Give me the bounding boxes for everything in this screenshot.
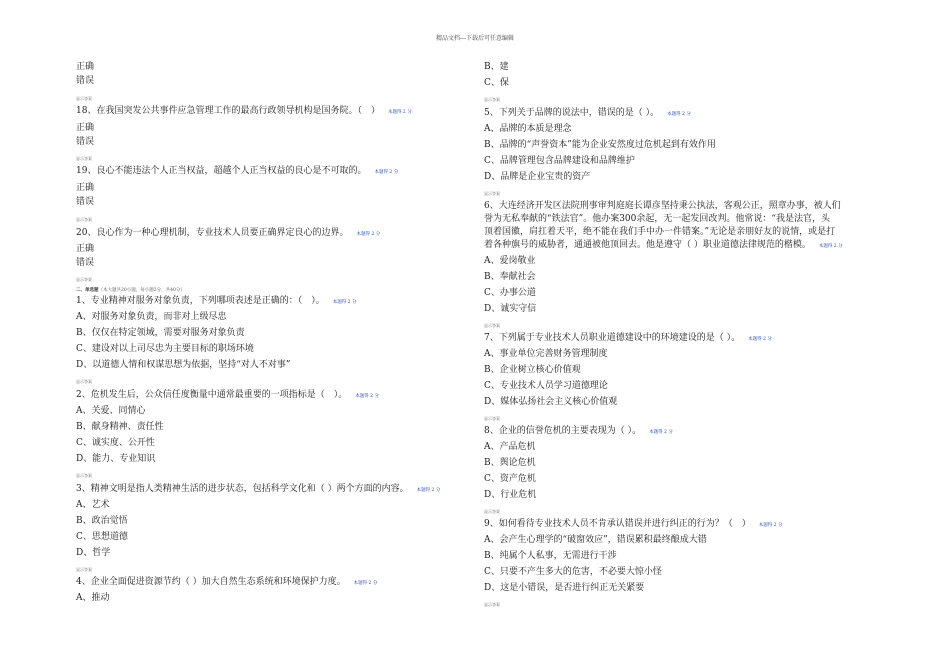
answer-option[interactable]	[76, 406, 146, 417]
answer-option[interactable]	[76, 197, 94, 208]
section-title: 二、单选题	[76, 288, 99, 293]
option-label: B、奉献社会	[484, 272, 536, 282]
option-label: 错误	[76, 197, 95, 207]
question-label: 4、企业全面促进资源节约（ ）加大自然生态系统和环境保护力度。	[76, 577, 346, 587]
answer-option[interactable]	[76, 500, 110, 511]
show-answer-link[interactable]: 显示答案	[76, 379, 92, 384]
answer-option[interactable]	[76, 548, 110, 559]
show-answer-link[interactable]: 显示答案	[76, 567, 92, 572]
answer-option[interactable]	[484, 272, 536, 283]
option-label: C、诚实度、公开性	[76, 438, 155, 448]
option-label: A、品牌的本质是理念	[484, 124, 572, 134]
answer-option[interactable]	[76, 76, 94, 87]
option-label: A、推动	[76, 593, 110, 603]
question-text	[76, 390, 379, 402]
question-text	[76, 577, 377, 589]
question-label: 2、危机发生后，公众信任度衡量中通常最重要的一项指标是（ ）。	[76, 390, 348, 400]
answer-option[interactable]	[76, 438, 155, 449]
question-text	[484, 214, 830, 225]
option-label: C、办事公道	[484, 288, 536, 298]
option-label: C、只要不产生多大的危害，不必要大惊小怪	[484, 567, 662, 577]
answer-option[interactable]	[484, 365, 581, 376]
option-label: D、品牌是企业宝贵的资产	[484, 172, 591, 182]
option-label: C、专业技术人员学习道德理论	[484, 381, 608, 391]
score-note: 本题得 2 分	[667, 112, 691, 117]
answer-option[interactable]	[484, 535, 707, 546]
question-text	[484, 108, 691, 120]
answer-option[interactable]	[76, 123, 94, 134]
answer-option[interactable]	[484, 124, 572, 135]
question-label: 18、在我国突发公共事件应急管理工作的最高行政领导机构是国务院。（ ）	[76, 106, 380, 116]
question-text	[484, 519, 782, 531]
answer-option[interactable]	[484, 583, 644, 594]
answer-option[interactable]	[484, 442, 536, 453]
question-label: 着各种旗号的威胁者，通通被他顶回去。他是遵守（ ）职业道德法律规范的楷模。	[484, 240, 811, 250]
question-text	[484, 426, 673, 438]
answer-option[interactable]	[76, 360, 290, 371]
answer-option[interactable]	[484, 458, 536, 469]
question-text	[484, 227, 835, 238]
question-text	[484, 201, 841, 212]
question-text	[76, 166, 398, 178]
score-note: 本题得 2 分	[355, 394, 379, 399]
question-label: 9、如何看待专业技术人员不肯承认错误并进行纠正的行为？（ ）	[484, 519, 751, 529]
answer-option[interactable]	[76, 328, 245, 339]
answer-option[interactable]	[76, 532, 128, 543]
option-label: 错误	[76, 258, 95, 268]
option-label: 正确	[76, 123, 95, 133]
question-label: 20、良心作为一种心理机制，专业技术人员要正确界定良心的边界。	[76, 228, 349, 238]
option-label: C、保	[484, 78, 509, 88]
question-text	[76, 106, 412, 118]
question-text	[76, 296, 356, 308]
score-note: 本题得 2 分	[649, 430, 673, 435]
question-label: 8、企业的信誉危机的主要表现为（ ）。	[484, 426, 642, 436]
answer-option[interactable]	[76, 516, 128, 527]
option-label: A、会产生心理学的“破窗效应”，错误累积最终酿成大错	[484, 535, 707, 545]
option-label: A、艺术	[76, 500, 110, 510]
answer-option[interactable]	[484, 551, 617, 562]
answer-option[interactable]	[484, 474, 536, 485]
answer-option[interactable]	[484, 156, 635, 167]
question-label: 19、良心不能违法个人正当权益，超越个人正当权益的良心是不可取的。	[76, 166, 367, 176]
answer-option[interactable]	[484, 304, 536, 315]
question-label: 3、精神文明是指人类精神生活的进步状态，包括科学文化和（ ）两个方面的内容。	[76, 484, 409, 494]
answer-option[interactable]	[76, 593, 110, 604]
question-label: 1、专业精神对服务对象负责，下列哪项表述是正确的：（ ）。	[76, 296, 325, 306]
option-label: B、舆论危机	[484, 458, 536, 468]
question-label: 6、大连经济开发区法院刑事审判庭庭长谭彦坚持秉公执法，客观公正，照章办事，被人们	[484, 201, 841, 211]
answer-option[interactable]	[484, 62, 509, 73]
option-label: A、爱岗敬业	[484, 256, 536, 266]
show-answer-link[interactable]: 显示答案	[76, 473, 92, 478]
option-label: 错误	[76, 137, 95, 147]
option-label: B、品牌的“声誉资本”能为企业安然度过危机起到有效作用	[484, 140, 716, 150]
option-label: C、品牌管理包含品牌建设和品牌维护	[484, 156, 635, 166]
question-label: 7、下列属于专业技术人员职业道德建设中的环境建设的是（ ）。	[484, 333, 741, 343]
option-label: D、以道德人情和权谋思想为依据，坚持“对人不对事”	[76, 360, 291, 370]
option-label: 错误	[76, 76, 95, 86]
answer-option[interactable]	[76, 183, 94, 194]
option-label: C、资产危机	[484, 474, 536, 484]
answer-option[interactable]	[76, 258, 94, 269]
option-label: D、诚实守信	[484, 304, 537, 314]
option-label: A、产品危机	[484, 442, 536, 452]
option-label: A、对服务对象负责，而非对上级尽忠	[76, 312, 227, 322]
question-label: 5、下列关于品牌的说法中，错误的是（ ）。	[484, 108, 660, 118]
question-text	[484, 333, 772, 345]
option-label: D、行业危机	[484, 490, 537, 500]
score-note: 本题得 2 分	[356, 232, 381, 237]
question-text	[484, 240, 843, 252]
answer-option[interactable]	[484, 288, 536, 299]
score-note: 本题得 2 分	[332, 300, 357, 305]
option-label: B、纯属个人私事，无需进行干涉	[484, 551, 617, 561]
option-label: C、思想道德	[76, 532, 128, 542]
question-text	[76, 484, 440, 496]
answer-option[interactable]	[76, 422, 164, 433]
score-note: 本题得 2 分	[758, 523, 783, 528]
score-note: 本题得 2 分	[748, 337, 772, 342]
option-label: C、建设对以上司尽忠为主要目标的职场环境	[76, 344, 254, 354]
show-answer-link[interactable]: 显示答案	[484, 416, 500, 421]
option-label: B、政治觉悟	[76, 516, 128, 526]
answer-option[interactable]	[484, 397, 617, 408]
answer-option[interactable]	[484, 490, 536, 501]
show-answer-link[interactable]: 显示答案	[76, 96, 92, 101]
option-label: A、事业单位完善财务管理制度	[484, 349, 608, 359]
answer-option[interactable]	[76, 454, 155, 465]
section-note: （本大题共20小题，每小题2分，共40分）	[98, 288, 185, 293]
answer-option[interactable]	[484, 172, 590, 183]
answer-option[interactable]	[76, 62, 94, 73]
show-answer-link[interactable]: 显示答案	[76, 277, 92, 282]
option-label: D、哲学	[76, 548, 111, 558]
score-note: 本题得 2 分	[353, 581, 378, 586]
show-answer-link[interactable]: 显示答案	[76, 217, 92, 222]
option-label: B、仅仅在特定领域，需要对服务对象负责	[76, 328, 245, 338]
score-note: 本题得 2 分	[416, 488, 441, 493]
show-answer-link[interactable]: 显示答案	[484, 602, 500, 607]
page-header: 精品文档---下载后可任意编辑	[435, 35, 515, 42]
answer-option[interactable]	[484, 349, 608, 360]
section-heading	[76, 284, 185, 296]
answer-option[interactable]	[484, 140, 716, 151]
show-answer-link[interactable]: 显示答案	[484, 97, 500, 102]
option-label: B、献身精神、责任性	[76, 422, 164, 432]
show-answer-link[interactable]: 显示答案	[484, 509, 500, 514]
question-label: 顶着国徽，肩扛着天平，绝不能在我们手中办一件错案。”无论是亲朋好友的说情，或是打	[484, 227, 836, 237]
question-text	[76, 228, 380, 240]
score-note: 本题得 2 分	[387, 110, 412, 115]
option-label: 正确	[76, 183, 95, 193]
option-label: D、这是小错误，是否进行纠正无关紧要	[484, 583, 645, 593]
answer-option[interactable]	[76, 344, 254, 355]
show-answer-link[interactable]: 显示答案	[76, 156, 92, 161]
answer-option[interactable]	[484, 256, 536, 267]
option-label: B、企业树立核心价值观	[484, 365, 581, 375]
score-note: 本题得 2 分	[818, 244, 843, 249]
answer-option[interactable]	[484, 567, 662, 578]
option-label: D、能力、专业知识	[76, 454, 156, 464]
option-label: 正确	[76, 244, 95, 254]
answer-option[interactable]	[484, 381, 608, 392]
show-answer-link[interactable]: 显示答案	[484, 323, 500, 328]
option-label: B、建	[484, 62, 509, 72]
option-label: A、关爱、同情心	[76, 406, 146, 416]
option-label: D、媒体弘扬社会主义核心价值观	[484, 397, 618, 407]
answer-option[interactable]	[76, 137, 94, 148]
show-answer-link[interactable]: 显示答案	[484, 191, 500, 196]
score-note: 本题得 2 分	[374, 170, 399, 175]
option-label: 正确	[76, 62, 95, 72]
answer-option[interactable]	[484, 78, 509, 89]
question-label: 誉为无私奉献的“铁法官”。他办案300余起，无一起发回改判。他常说：“我是法官，头	[484, 214, 830, 224]
answer-option[interactable]	[76, 244, 94, 255]
answer-option[interactable]	[76, 312, 227, 323]
